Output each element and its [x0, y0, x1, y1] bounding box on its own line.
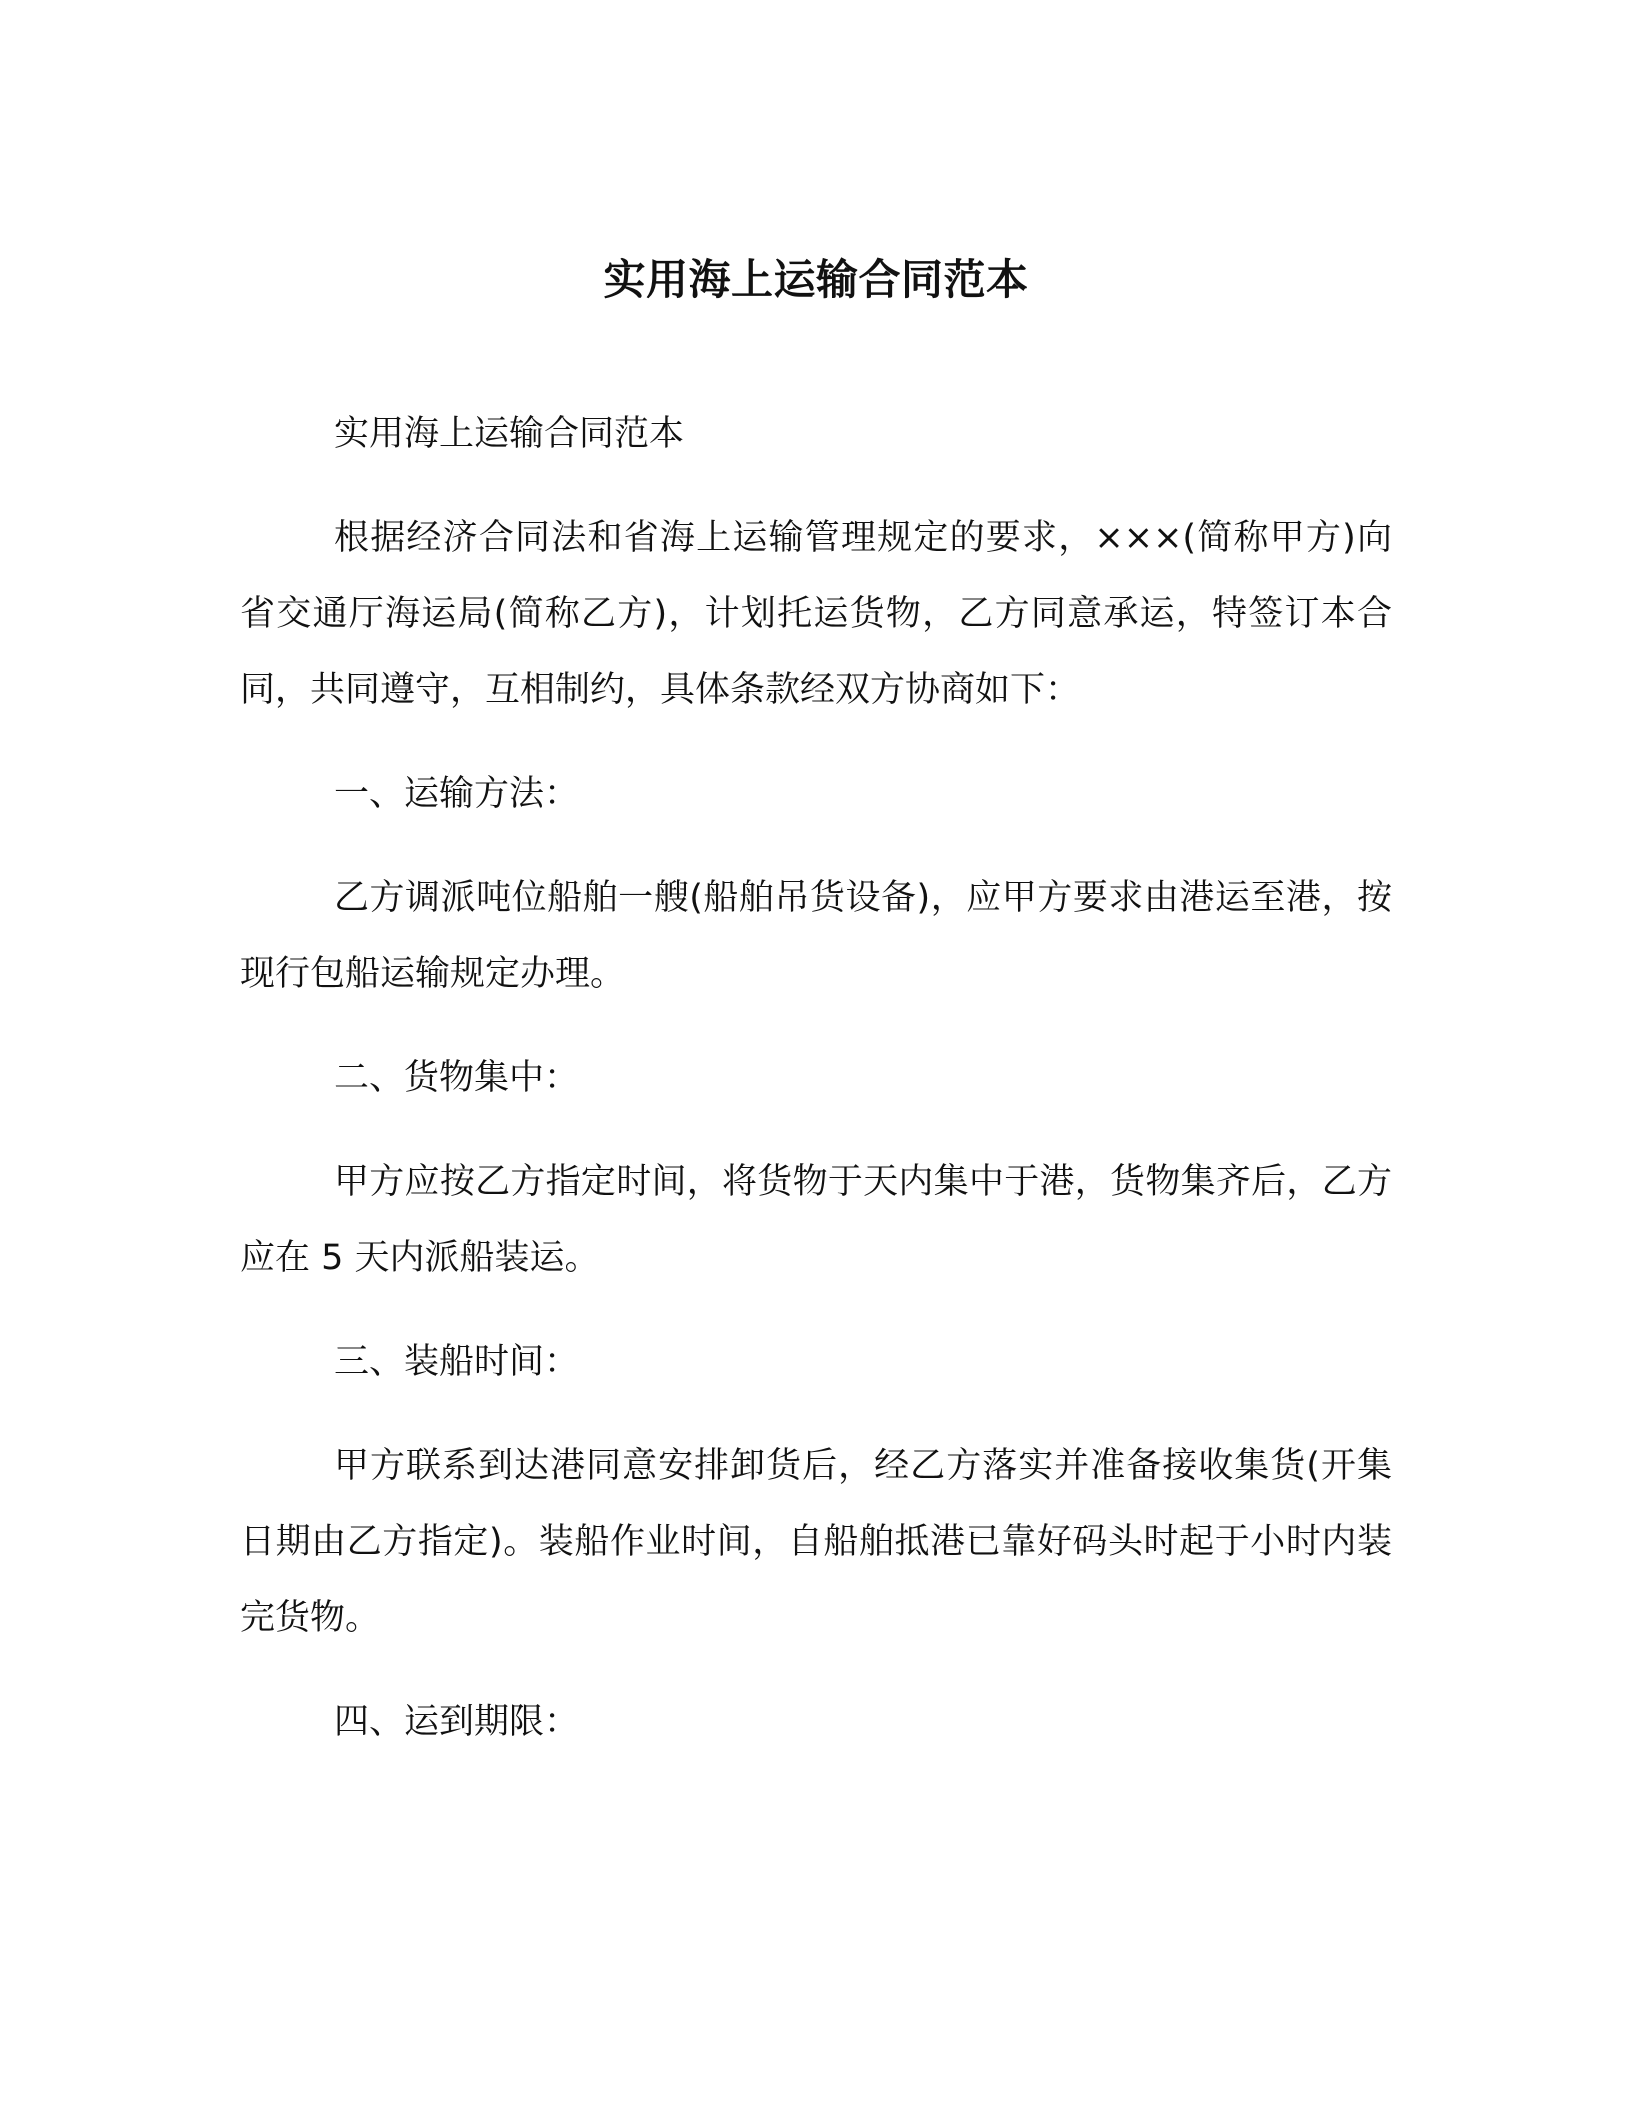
- section-heading-delivery-deadline: 四、运到期限：: [334, 1702, 580, 1742]
- document-body: [240, 396, 1392, 1788]
- section-body-transport-method: 乙方调派吨位船舶一艘(船舶吊货设备)，应甲方要求由港运至港，按现行包船运输规定办理。: [240, 878, 1392, 994]
- intro-paragraph: 根据经济合同法和省海上运输管理规定的要求，×××(简称甲方)向省交通厅海运局(简称乙方)，计划托运货物，乙方同意承运，特签订本合同，共同遵守，互相制约，具体条款经双方协商如下：: [240, 518, 1392, 710]
- section-body-cargo-collection: 甲方应按乙方指定时间，将货物于天内集中于港，货物集齐后，乙方应在 5 天内派船装运。: [240, 1162, 1392, 1278]
- section-body-loading-time: 甲方联系到达港同意安排卸货后，经乙方落实并准备接收集货(开集日期由乙方指定)。装船作业时间，自船舶抵港已靠好码头时起于小时内装完货物。: [240, 1446, 1392, 1638]
- section-heading-cargo-collection: 二、货物集中：: [334, 1058, 580, 1098]
- section-heading-transport-method: 一、运输方法：: [334, 774, 580, 814]
- subtitle-paragraph: 实用海上运输合同范本: [334, 414, 685, 454]
- section-heading-loading-time: 三、装船时间：: [334, 1342, 580, 1382]
- document-title: 实用海上运输合同范本: [603, 255, 1029, 305]
